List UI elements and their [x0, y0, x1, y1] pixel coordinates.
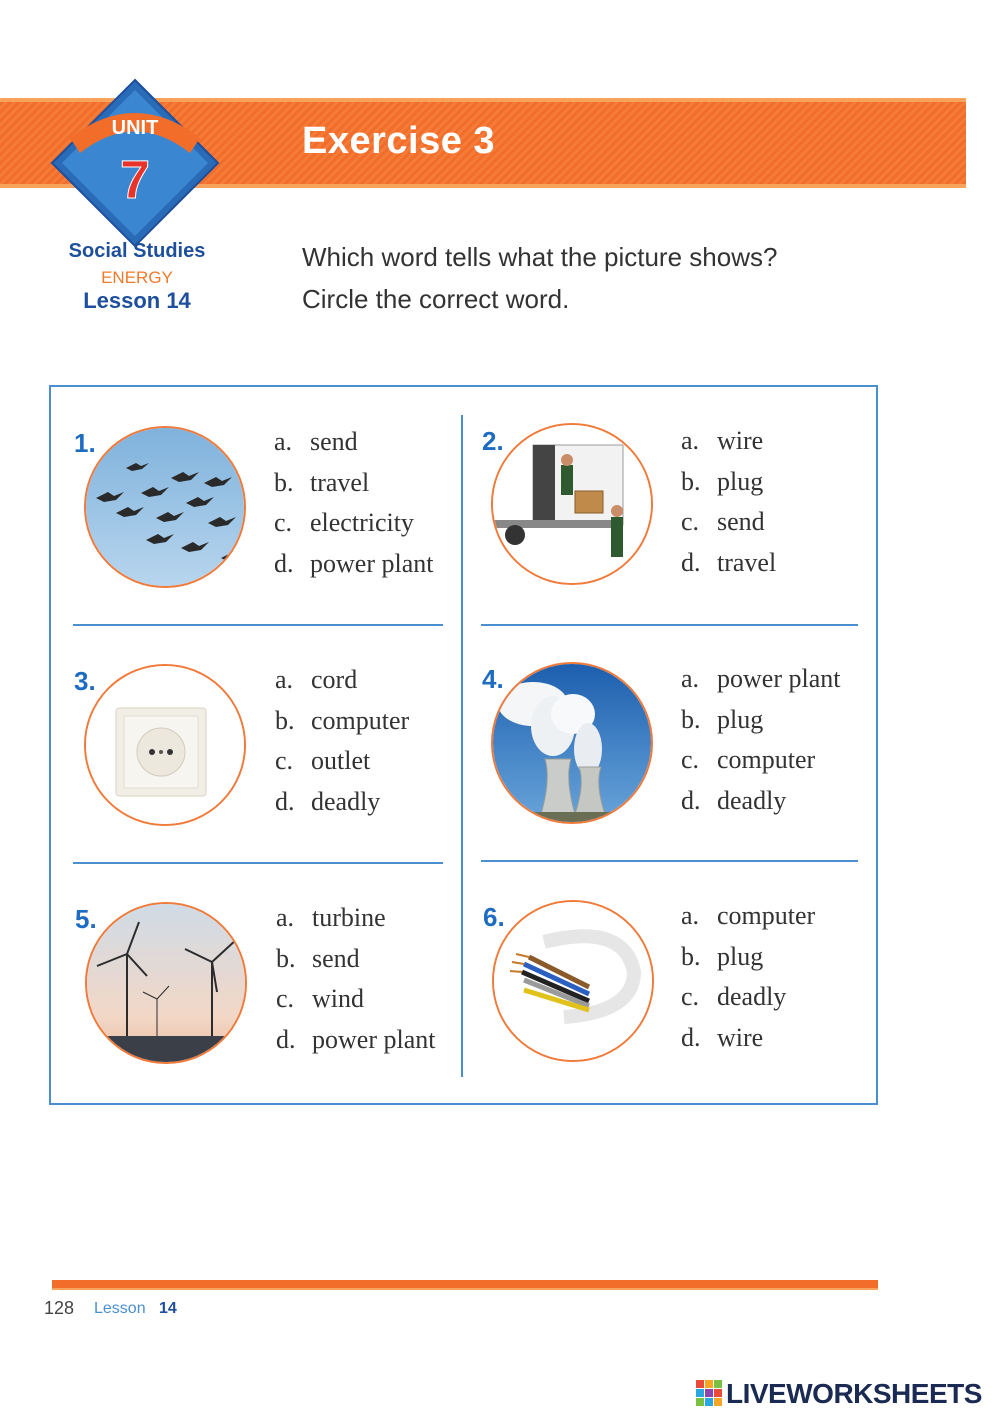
option-letter: b.	[681, 466, 701, 496]
option-row[interactable]	[681, 740, 840, 781]
question-2-picture	[491, 423, 653, 585]
option-row[interactable]	[275, 701, 409, 742]
option-letter: a.	[681, 901, 700, 930]
liveworksheets-logo-icon	[696, 1380, 722, 1406]
question-5-options	[276, 898, 435, 1060]
option-letter: a.	[274, 427, 293, 456]
option-text: plug	[717, 466, 764, 496]
option-text: outlet	[311, 746, 371, 775]
question-3-picture	[84, 664, 246, 826]
option-text: send	[717, 507, 765, 536]
option-letter: d.	[274, 548, 294, 578]
question-1-picture	[84, 426, 246, 588]
question-4-picture	[491, 662, 653, 824]
question-number: 1.	[74, 428, 96, 458]
option-text: travel	[717, 547, 777, 577]
row-divider	[73, 624, 443, 626]
unit-label: UNIT	[111, 117, 159, 139]
option-row[interactable]	[276, 1020, 435, 1061]
option-row[interactable]	[681, 781, 840, 822]
option-letter: d.	[275, 786, 295, 816]
option-text: travel	[310, 467, 370, 497]
option-row[interactable]	[275, 782, 409, 823]
option-text: wire	[717, 426, 764, 455]
page-number: 128	[44, 1298, 75, 1318]
option-text: computer	[311, 705, 410, 735]
option-row[interactable]	[274, 422, 433, 463]
electric-wires-image	[494, 902, 654, 1062]
option-text: power plant	[312, 1024, 436, 1054]
instructions	[302, 236, 777, 320]
question-1-options	[274, 422, 433, 584]
option-text: power plant	[310, 548, 434, 578]
option-row[interactable]	[276, 898, 435, 939]
option-row[interactable]	[276, 939, 435, 980]
option-letter: b.	[681, 704, 701, 734]
question-number: 2.	[482, 426, 504, 456]
option-letter: d.	[276, 1024, 296, 1054]
flying-birds-image	[86, 428, 246, 588]
option-letter: b.	[276, 943, 296, 973]
cooling-towers-image	[493, 664, 653, 824]
option-letter: c.	[274, 508, 293, 537]
row-divider	[481, 860, 858, 862]
option-letter: b.	[275, 705, 295, 735]
option-text: send	[310, 427, 358, 456]
option-text: power plant	[717, 664, 841, 693]
option-row[interactable]	[681, 977, 815, 1018]
instruction-line-2: Circle the correct word.	[302, 284, 570, 314]
option-text: computer	[717, 901, 816, 930]
wall-outlet-image	[86, 666, 246, 826]
wind-turbines-image	[87, 904, 247, 1064]
question-3-options	[275, 660, 409, 822]
row-divider	[481, 624, 858, 626]
unit-number: 7	[119, 150, 151, 210]
option-row[interactable]	[681, 1018, 815, 1059]
option-letter: a.	[276, 903, 295, 932]
footer-lesson-number: 14	[159, 1300, 177, 1317]
option-row[interactable]	[681, 937, 815, 978]
option-text: turbine	[312, 903, 386, 932]
option-text: wind	[312, 984, 364, 1013]
option-letter: a.	[275, 665, 294, 694]
question-number: 4.	[482, 664, 504, 694]
option-row[interactable]	[274, 463, 433, 504]
question-number: 3.	[74, 666, 96, 696]
option-text: electricity	[310, 508, 414, 537]
option-letter: d.	[681, 785, 701, 815]
question-4-options	[681, 659, 840, 821]
option-row[interactable]	[274, 503, 433, 544]
question-5-picture	[85, 902, 247, 1064]
option-text: plug	[717, 941, 764, 971]
option-row[interactable]	[274, 544, 433, 585]
option-row[interactable]	[275, 660, 409, 701]
option-row[interactable]	[681, 421, 776, 462]
instruction-line-1: Which word tells what the picture shows?	[302, 242, 778, 272]
footer-bar	[52, 1280, 878, 1290]
option-row[interactable]	[275, 741, 409, 782]
option-text: plug	[717, 704, 764, 734]
footer-lesson-label: Lesson	[94, 1300, 146, 1317]
option-row[interactable]	[681, 502, 776, 543]
exercise-title: Exercise 3	[302, 120, 496, 162]
unit-badge	[50, 78, 220, 248]
lesson-label: Lesson 14	[83, 288, 191, 313]
option-letter: c.	[275, 746, 294, 775]
question-2-options	[681, 421, 776, 583]
option-row[interactable]	[681, 543, 776, 584]
delivery-truck-image	[493, 425, 653, 585]
column-divider	[461, 415, 463, 1077]
option-letter: b.	[681, 941, 701, 971]
option-text: wire	[717, 1022, 764, 1052]
subject-label: Social Studies	[68, 240, 206, 262]
option-text: computer	[717, 745, 816, 774]
option-letter: c.	[681, 745, 700, 774]
option-text: deadly	[311, 786, 381, 816]
option-text: send	[312, 943, 360, 973]
question-6-options	[681, 896, 815, 1058]
question-number: 5.	[75, 904, 97, 934]
option-letter: a.	[681, 664, 700, 693]
option-letter: c.	[681, 507, 700, 536]
option-letter: c.	[276, 984, 295, 1013]
option-letter: c.	[681, 982, 700, 1011]
question-number: 6.	[483, 902, 505, 932]
topic-label: ENERGY	[101, 268, 173, 287]
option-letter: a.	[681, 426, 700, 455]
option-text: deadly	[717, 785, 787, 815]
option-row[interactable]	[276, 979, 435, 1020]
option-text: deadly	[717, 982, 787, 1011]
option-text: cord	[311, 665, 358, 694]
option-row[interactable]	[681, 462, 776, 503]
row-divider	[73, 862, 443, 864]
option-letter: b.	[274, 467, 294, 497]
watermark-text: LIVEWORKSHEETS	[726, 1378, 982, 1409]
option-row[interactable]	[681, 896, 815, 937]
option-letter: d.	[681, 547, 701, 577]
option-row[interactable]	[681, 659, 840, 700]
option-row[interactable]	[681, 700, 840, 741]
option-letter: d.	[681, 1022, 701, 1052]
question-6-picture	[492, 900, 654, 1062]
